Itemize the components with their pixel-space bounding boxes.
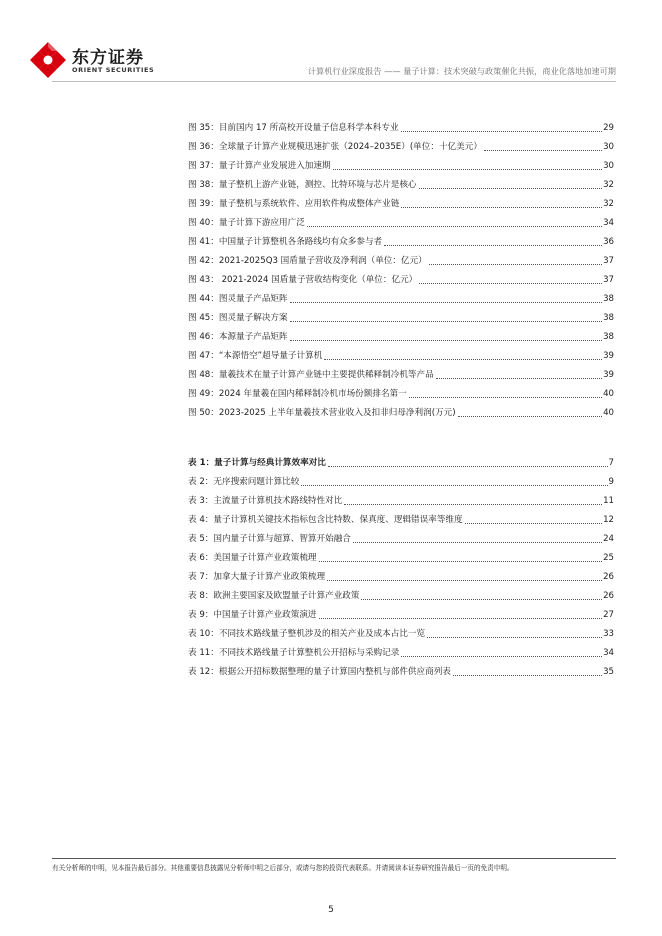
toc-leader-dots: [401, 655, 602, 657]
toc-entry-label: 表 8：欧洲主要国家及欧盟量子计算产业政策: [188, 591, 360, 601]
toc-entry-label: 图 40：量子计算下游应用广泛: [188, 218, 305, 228]
footer-disclaimer: 有关分析师的申明，见本报告最后部分。其他重要信息披露见分析师申明之后部分，或请与您的投资代表联系。并请阅读本证券研究报告最后一页的免责申明。: [52, 864, 514, 872]
toc-entry-label: 图 42：2021-2025Q3 国盾量子营收及净利润（单位：亿元）: [188, 256, 427, 266]
toc-table-entry[interactable]: [188, 588, 614, 602]
toc-table-entry[interactable]: [188, 512, 614, 526]
toc-leader-dots: [290, 320, 602, 322]
toc-entry-page: 29: [603, 123, 614, 133]
toc-figure-entry[interactable]: [188, 405, 614, 419]
toc-entry-label: 图 35：目前国内 17 所高校开设量子信息科学本科专业: [188, 123, 399, 133]
toc-leader-dots: [361, 598, 602, 600]
toc-figure-entry[interactable]: [188, 253, 614, 267]
toc-entry-page: 32: [603, 199, 614, 209]
toc-table-entry[interactable]: [188, 664, 614, 678]
toc-leader-dots: [419, 187, 603, 189]
toc-figure-entry[interactable]: [188, 348, 614, 362]
toc-entry-label: 表 4：量子计算机关键技术指标包含比特数、保真度、逻辑错误率等维度: [188, 515, 463, 525]
toc-table-entry[interactable]: [188, 626, 614, 640]
toc-entry-page: 33: [603, 629, 614, 639]
toc-entry-page: 34: [603, 218, 614, 228]
toc-leader-dots: [409, 396, 602, 398]
toc-leader-dots: [427, 636, 602, 638]
page-number: 5: [328, 905, 334, 915]
toc-entry-label: 图 36：全球量子计算产业规模迅速扩张（2024–2035E）(单位：十亿美元）: [188, 142, 482, 152]
toc-leader-dots: [401, 130, 603, 132]
toc-leader-dots: [458, 415, 602, 417]
toc-figure-entry[interactable]: [188, 177, 614, 191]
toc-entry-page: 25: [603, 553, 614, 563]
toc-figure-entry[interactable]: [188, 386, 614, 400]
toc-table-entry[interactable]: [188, 645, 614, 659]
toc-leader-dots: [384, 244, 602, 246]
orient-securities-logo-icon: [28, 40, 68, 80]
toc-entry-page: 40: [603, 408, 614, 418]
toc-entry-label: 表 12：根据公开招标数据整理的量子计算国内整机与部件供应商列表: [188, 667, 451, 677]
toc-entry-page: 11: [603, 496, 614, 506]
toc-entry-label: 图 41：中国量子计算整机各条路线均有众多参与者: [188, 237, 383, 247]
toc-leader-dots: [319, 560, 603, 562]
toc-entry-page: 9: [608, 477, 614, 487]
toc-entry-label: 图 39：量子整机与系统软件、应用软件构成整体产业链: [188, 199, 400, 209]
toc-entry-label: 图 50：2023-2025 上半年量羲技术营业收入及扣非归母净利润(万元): [188, 408, 456, 418]
toc-table-entry[interactable]: [188, 474, 614, 488]
toc-entry-page: 37: [603, 275, 614, 285]
toc-entry-page: 7: [608, 458, 614, 468]
toc-entry-label: 表 6：美国量子计算产业政策梳理: [188, 553, 317, 563]
toc-figure-entry[interactable]: [188, 291, 614, 305]
toc-entry-page: 34: [603, 648, 614, 658]
brand-name-en: ORIENT SECURITIES: [72, 66, 155, 74]
toc-entry-label: 图 45：图灵量子解决方案: [188, 313, 288, 323]
toc-table-entry[interactable]: [188, 531, 614, 545]
toc-table-entry[interactable]: [188, 493, 614, 507]
toc-entry-page: 38: [603, 313, 614, 323]
header-divider: [52, 81, 616, 82]
toc-leader-dots: [290, 339, 602, 341]
toc-figure-entry[interactable]: [188, 196, 614, 210]
toc-entry-page: 39: [603, 370, 614, 380]
toc-entry-label: 表 11：不同技术路线量子计算整机公开招标与采购记录: [188, 648, 400, 658]
toc-leader-dots: [324, 358, 602, 360]
toc-entry-page: 39: [603, 351, 614, 361]
toc-entry-label: 表 3：主流量子计算机技术路线特性对比: [188, 496, 343, 506]
toc-leader-dots: [290, 301, 602, 303]
toc-entry-label: 图 47：“本源悟空”超导量子计算机: [188, 351, 323, 361]
toc-entry-label: 表 7：加拿大量子计算产业政策梳理: [188, 572, 326, 582]
toc-table-entry[interactable]: [188, 455, 614, 469]
toc-figure-entry[interactable]: [188, 272, 614, 286]
toc-leader-dots: [465, 522, 602, 524]
toc-entry-page: 36: [603, 237, 614, 247]
page-header: [0, 0, 662, 84]
toc-entry-label: 图 37：量子计算产业发展进入加速期: [188, 161, 331, 171]
toc-entry-label: 图 43： 2021-2024 国盾量子营收结构变化（单位：亿元）: [188, 275, 418, 285]
toc-entry-page: 26: [603, 591, 614, 601]
toc-figure-entry[interactable]: [188, 367, 614, 381]
toc-entry-page: 37: [603, 256, 614, 266]
toc-table-entry[interactable]: [188, 569, 614, 583]
toc-entry-label: 图 38：量子整机上游产业链，测控、比特环境与芯片是核心: [188, 180, 417, 190]
toc-entry-label: 表 10：不同技术路线量子整机涉及的相关产业及成本占比一览: [188, 629, 426, 639]
toc-entry-page: 24: [603, 534, 614, 544]
toc-leader-dots: [484, 149, 602, 151]
toc-entry-page: 30: [603, 161, 614, 171]
toc-entry-page: 40: [603, 389, 614, 399]
toc-figure-entry[interactable]: [188, 329, 614, 343]
toc-entry-label: 表 1：量子计算与经典计算效率对比: [188, 458, 326, 468]
toc-leader-dots: [344, 503, 602, 505]
footer-divider: [52, 858, 616, 859]
toc-entry-page: 27: [603, 610, 614, 620]
toc-entry-page: 38: [603, 294, 614, 304]
toc-table-entry[interactable]: [188, 607, 614, 621]
toc-figure-entry[interactable]: [188, 139, 614, 153]
toc-figure-entry[interactable]: [188, 120, 614, 134]
toc-entry-page: 32: [603, 180, 614, 190]
toc-entry-page: 26: [603, 572, 614, 582]
toc-leader-dots: [353, 541, 602, 543]
toc-figure-entry[interactable]: [188, 310, 614, 324]
toc-entry-page: 30: [603, 142, 614, 152]
toc-entry-label: 图 49：2024 年量羲在国内稀释制冷机市场份额排名第一: [188, 389, 407, 399]
toc-leader-dots: [301, 484, 607, 486]
toc-leader-dots: [307, 225, 602, 227]
toc-leader-dots: [436, 377, 602, 379]
toc-leader-dots: [319, 617, 603, 619]
toc-entry-label: 表 2：无序搜索问题计算比较: [188, 477, 300, 487]
toc-leader-dots: [429, 263, 602, 265]
brand-name-cn: 东方证券: [72, 48, 144, 68]
toc-leader-dots: [401, 206, 602, 208]
toc-entry-label: 表 9：中国量子计算产业政策演进: [188, 610, 317, 620]
report-title: 计算机行业深度报告 —— 量子计算：技术突破与政策催化共振，商业化落地加速可期: [307, 66, 616, 76]
toc-figure-entry[interactable]: [188, 158, 614, 172]
toc-figure-entry[interactable]: [188, 215, 614, 229]
toc-entry-page: 38: [603, 332, 614, 342]
toc-entry-page: 35: [603, 667, 614, 677]
toc-entry-page: 12: [603, 515, 614, 525]
toc-figure-entry[interactable]: [188, 234, 614, 248]
toc-entry-label: 图 48：量羲技术在量子计算产业链中主要提供稀释制冷机等产品: [188, 370, 434, 380]
toc-leader-dots: [453, 674, 602, 676]
toc-entry-label: 表 5：国内量子计算与超算、智算开始融合: [188, 534, 351, 544]
toc-leader-dots: [328, 465, 608, 467]
toc-table-entry[interactable]: [188, 550, 614, 564]
toc-leader-dots: [327, 579, 602, 581]
toc-entry-label: 图 44：图灵量子产品矩阵: [188, 294, 288, 304]
toc-leader-dots: [419, 282, 602, 284]
toc-entry-label: 图 46：本源量子产品矩阵: [188, 332, 288, 342]
toc-leader-dots: [333, 168, 602, 170]
